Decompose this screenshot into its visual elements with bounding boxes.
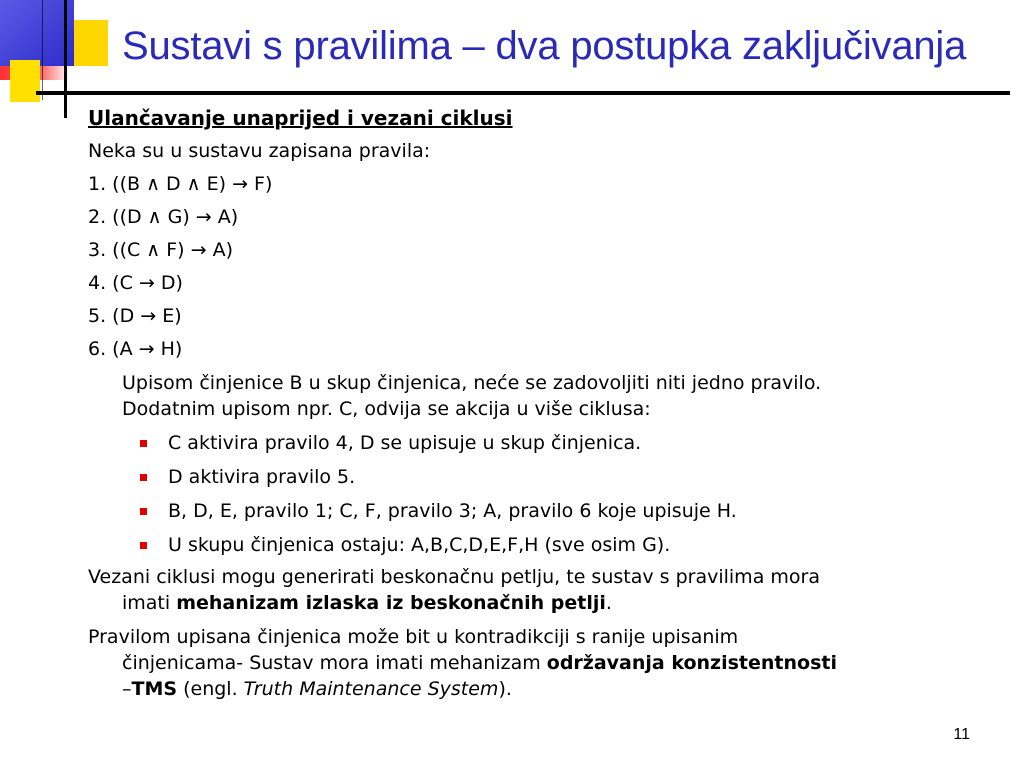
- para2-line-2: [88, 650, 988, 676]
- rule-6: 6. (A → H): [88, 338, 183, 360]
- tms-acronym: TMS: [131, 678, 178, 700]
- rule-2: 2. ((D ∧ G) → A): [88, 206, 239, 228]
- para2-prefix: činjenicama- Sustav mora imati mehanizam: [122, 652, 547, 674]
- rule-5: 5. (D → E): [88, 305, 182, 327]
- tms-full-name: Truth Maintenance System: [243, 678, 499, 700]
- paragraph-infinite-loop: [88, 564, 988, 616]
- intro-text: Neka su u sustavu zapisana pravila:: [88, 140, 431, 162]
- para1-line-1: Vezani ciklusi mogu generirati beskonačnu petlju, te sustav s pravilima mora: [88, 566, 820, 588]
- paragraph-consistency: [88, 624, 988, 702]
- page-number: 11: [953, 726, 970, 743]
- cycle-steps-list: [88, 426, 988, 562]
- bullet-text: U skupu činjenica ostaju: A,B,C,D,E,F,H (sve osim G).: [168, 534, 671, 556]
- para2-line-1: Pravilom upisana činjenica može bit u kontradikciji s ranije upisanim: [88, 626, 739, 648]
- list-item: [140, 528, 988, 562]
- explanation-line-2: Dodatnim upisom npr. C, odvija se akcija u više ciklusa:: [122, 398, 651, 420]
- decor-yellow-square: [74, 20, 108, 66]
- explanation-line-1: Upisom činjenice B u skup činjenica, neće se zadovoljiti niti jedno pravilo.: [122, 372, 822, 394]
- list-item: [140, 494, 988, 528]
- rule-4: 4. (C → D): [88, 272, 183, 294]
- decor-blue-square: [0, 0, 74, 66]
- explanation: [88, 370, 988, 422]
- title-underline-rule: [36, 91, 1010, 95]
- para1-suffix: .: [605, 592, 612, 614]
- bullet-text: C aktivira pravilo 4, D se upisuje u skup činjenica.: [168, 432, 642, 454]
- para2-emphasis: održavanja konzistentnosti: [546, 652, 837, 674]
- para1-line-2: [88, 590, 988, 616]
- decor-thin-vertical-line: [42, 0, 43, 100]
- square-bullet-icon: [140, 508, 147, 515]
- bullet-text: D aktivira pravilo 5.: [168, 466, 356, 488]
- para2-line-3: [88, 676, 988, 702]
- list-item: [140, 460, 988, 494]
- decor-yellow-bar: [10, 60, 40, 102]
- bullet-text: B, D, E, pravilo 1; C, F, pravilo 3; A, pravilo 6 koje upisuje H.: [168, 500, 737, 522]
- para2-dash: –: [122, 678, 132, 700]
- rule-1: 1. ((B ∧ D ∧ E) → F): [88, 173, 273, 195]
- square-bullet-icon: [140, 542, 147, 549]
- rule-3: 3. ((C ∧ F) → A): [88, 239, 233, 261]
- para2-mid: (engl.: [177, 678, 244, 700]
- para1-prefix: imati: [122, 592, 177, 614]
- section-heading: Ulančavanje unaprijed i vezani ciklusi: [88, 106, 513, 130]
- square-bullet-icon: [140, 474, 147, 481]
- para2-suffix: ).: [498, 678, 512, 700]
- decor-vertical-line: [64, 0, 67, 118]
- slide-body: [88, 102, 988, 702]
- square-bullet-icon: [140, 440, 147, 447]
- list-item: [140, 426, 988, 460]
- slide-title: Sustavi s pravilima – dva postupka zaključivanja: [122, 24, 967, 68]
- para1-emphasis: mehanizam izlaska iz beskonačnih petlji: [176, 592, 606, 614]
